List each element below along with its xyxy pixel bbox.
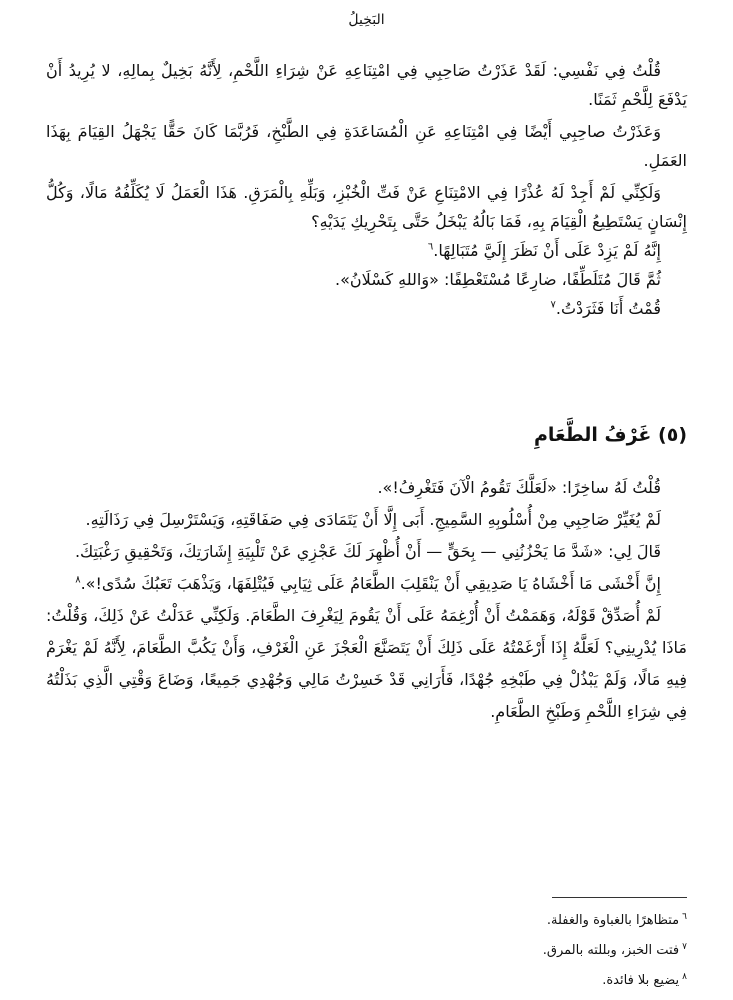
paragraph: وَلَكِنِّي لَمْ أَجِدْ لَهُ عُذْرًا فِي الامْتِنَاعِ عَنْ فَتِّ الْخُبْزِ، وَبَلِّهِ بِالْمَرَقِ. هَذَا الْعَمَلُ لَا يُكَلِّفُهُ مَالًا، وَكُلُّ إِنْسَانٍ يَسْتَطِيعُ الْقِيَامَ بِهِ، فَمَا بَالُهُ يَبْخَلُ حَتَّى بِتَحْرِيكِ يَدَيْهِ؟ bbox=[46, 183, 687, 231]
paragraph: ثُمَّ قَالَ مُتَلَطِّفًا، ضارِعًا مُسْتَعْطِفًا: «وَاللهِ كَسْلَانُ». bbox=[335, 270, 661, 289]
footnote-number: ٦ bbox=[682, 911, 687, 922]
text-block-1 bbox=[46, 56, 687, 323]
footnote: $^٨$يضيع بلا فائدة. bbox=[602, 971, 687, 988]
paragraph: قَالَ لِي: «شَدَّ مَا يَحْزُنُنِي — بِحَقٍّ — أَنْ أُظْهِرَ لَكَ عَجْزِي عَنْ تَلْبِيَةِ إِشَارَتِكَ، وَتَحْقِيقِ رَغْبَتِكَ. bbox=[74, 542, 661, 561]
footnote-number: ٨ bbox=[682, 971, 687, 982]
paragraph: إِنَّهُ لَمْ يَزِدْ عَلَى أَنْ نَظَرَ إِلَيَّ مُتَبَالِهًا.$^٦$ bbox=[427, 241, 661, 260]
paragraph: قُمْتُ أَنَا فَثَرَدْتُ.$^٧$ bbox=[550, 299, 661, 318]
paragraph: إِنَّ أَخْشَى مَا أَخْشَاهُ يَا صَدِيقِي أَنْ يَنْقَلِبَ الطَّعَامُ عَلَى ثِيَابِي فَيُتْلِفَهَا، وَيَذْهَبَ تَعَبُكَ سُدًى!».$^٨$ bbox=[75, 574, 661, 593]
footnote-separator bbox=[552, 897, 687, 898]
footnote-marker: ٦ bbox=[427, 241, 434, 253]
footnote-marker: ٨ bbox=[75, 574, 81, 586]
footnote: $^٧$فتت الخبز، وبللته بالمرق. bbox=[542, 941, 687, 958]
paragraph: قُلْتُ لَهُ ساخِرًا: «لَعَلَّكَ تَقُومُ الْآنَ فَتَغْرِفُ!». bbox=[377, 478, 661, 497]
footnotes bbox=[287, 906, 687, 996]
paragraph: لَمْ أُصَدِّقْ قَوْلَهُ، وَهَمَمْتُ أَنْ أُرْغِمَهُ عَلَى أَنْ يَقُومَ لِيَغْرِفَ الطَّعَامَ. وَلَكِنِّي عَدَلْتُ عَنْ ذَلِكَ، وَقُلْتُ: مَاذَا يُدْرِينِي؟ لَعَلَّهُ إِذَا أَرْغَمْتُهُ عَلَى ذَلِكَ أَنْ يَتَصَنَّعَ الْعَجْزَ عَنِ الْغَرْفِ، وَأَنْ يَكُبَّ الطَّعَامَ، لِأَنَّهُ لَمْ يَغْرَمْ فِيهِ مَالًا، وَلَمْ يَبْذُلْ فِي طَبْخِهِ جُهْدًا، فَأَرَانِي قَدْ خَسِرْتُ مَالِي وَجُهْدِي جَمِيعًا، وَضَاعَ وَقْتِي الَّذِي بَذَلْتُهُ فِي شِرَاءِ اللَّحْمِ وَطَبْخِ الطَّعَامِ. bbox=[46, 606, 687, 721]
footnote-number: ٧ bbox=[682, 941, 687, 952]
paragraph: وَعَذَرْتُ صاحِبِي أَيْضًا فِي امْتِنَاعِهِ عَنِ الْمُسَاعَدَةِ فِي الطَّبْخِ، فَرُبَّمَا كَانَ حَقًّا يَجْهَلُ القِيَامَ بِهَذَا العَمَلِ. bbox=[46, 122, 687, 170]
footnote-marker: ٧ bbox=[550, 299, 556, 311]
text-block-2 bbox=[46, 472, 687, 728]
paragraph: قُلْتُ فِي نَفْسِي: لَقَدْ عَذَرْتُ صَاحِبِي فِي امْتِنَاعِهِ عَنْ شِرَاءِ اللَّحْمِ، لِأَنَّهُ بَخِيلٌ بِمالِهِ، لا يُرِيدُ أَنْ يَدْفَعَ لِلَّحْمِ ثَمَنًا. bbox=[46, 61, 687, 109]
footnote: $^٦$متظاهرًا بالغباوة والغفلة. bbox=[546, 911, 687, 928]
running-head: البَخِيلُ bbox=[348, 12, 385, 28]
paragraph: لَمْ يُغَيِّرْ صَاحِبِي مِنْ أُسْلُوبِهِ السَّمِيجِ. أَبَى إِلَّا أَنْ يَتَمَادَى فِي صَفَاقَتِهِ، وَيَسْتَرْسِلَ فِي رَذَالَتِهِ. bbox=[85, 510, 661, 529]
section-title: (٥) غَرْفُ الطَّعَامِ bbox=[533, 424, 687, 446]
